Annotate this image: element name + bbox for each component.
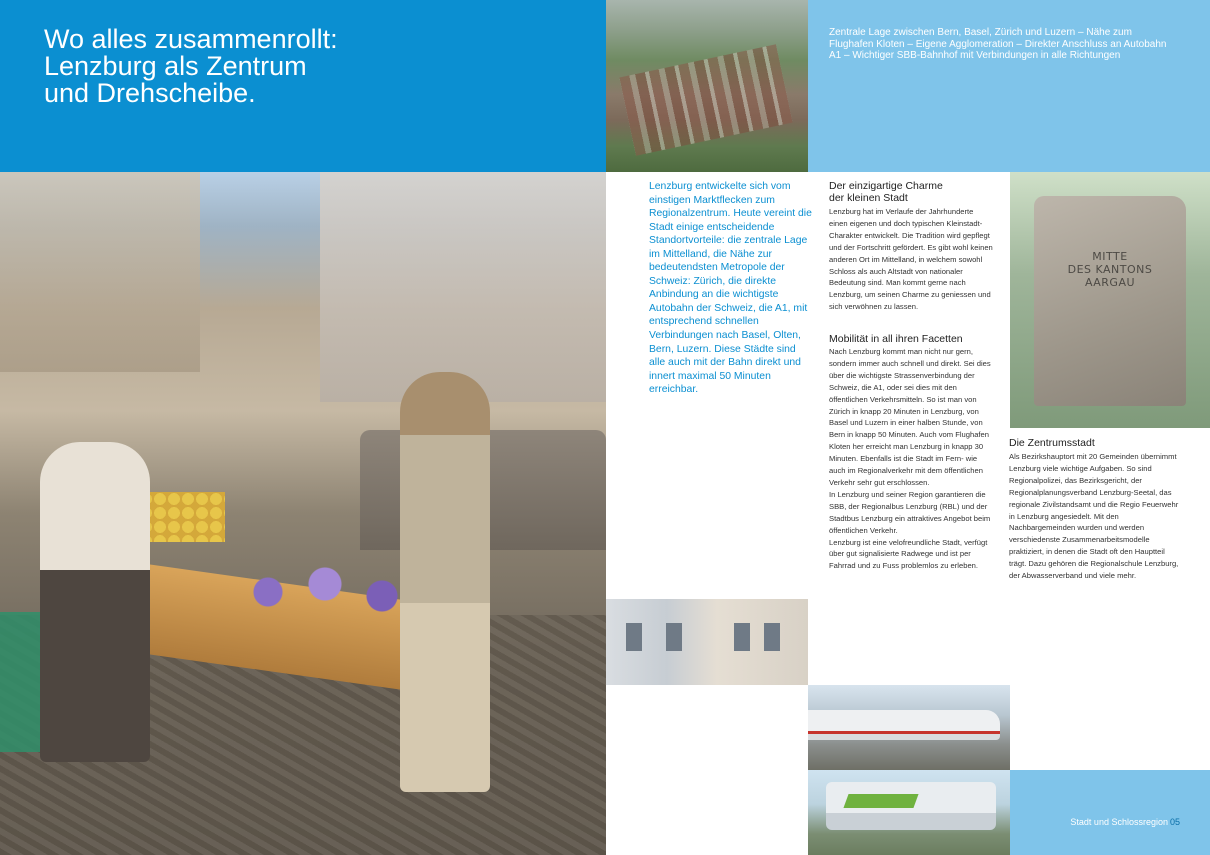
stone-inscription: MITTE DES KANTONS AARGAU: [1067, 250, 1153, 289]
vendor-figure: [40, 442, 150, 762]
bus-stripe: [843, 794, 918, 808]
intro-band: [808, 0, 1210, 172]
houses-photo: [606, 599, 808, 685]
shopper-figure: [400, 372, 490, 792]
intro-column-text: Lenzburg entwickelte sich vom einstigen Marktflecken zum Regionalzentrum. Heute vereint die Stadt einige entscheidende Standortvorteile: die zentrale Lage im Mittelland, die Nähe zur bedeutendsten Metropole der Schweiz: Zürich, die direkte Anbindung an die wichtigste Autobahn der Schweiz, die A1, mit entsprechend schnellen Verbindungen nach Basel, Olten, Bern, Luzern. Diese Städte sind alle auch mit der Bahn direkt und innert maximal 50 Minuten erreichbar.: [649, 181, 812, 396]
roofs-texture: [619, 44, 792, 156]
bus-photo: [808, 770, 1010, 855]
footer-label: Stadt und Schlossregion: [1070, 817, 1168, 827]
footer-band: [1010, 770, 1210, 855]
intro-blurb: Zentrale Lage zwischen Bern, Basel, Zürich und Luzern – Nähe zum Flughafen Kloten – Eigene Agglomeration – Direkter Anschluss an Autobahn A1 – Wichtiger SBB-Bahnhof mit Verbindungen in alle Richtungen: [829, 27, 1167, 61]
train: [808, 710, 1000, 740]
title-band: [0, 0, 606, 172]
window: [764, 623, 780, 651]
page-number: 05: [1169, 817, 1180, 827]
monument-stone-photo: [1010, 172, 1210, 428]
building-left: [0, 172, 200, 372]
section-heading-charme: Der einzigartige Charme der kleinen Stadt: [829, 180, 943, 204]
monument-stone: [1034, 196, 1186, 406]
section-body-charme: Lenzburg hat im Verlaufe der Jahrhunderte einen eigenen und doch typischen Kleinstadt-Charakter entwickelt. Die Tradition wird gepflegt und der Fortschritt gefördert. Es gibt wohl keinen anderen Ort im Mittelland, in welchem sowohl Schloss als auch Altstadt von nationaler Bedeutung sind. Man kommt gerne nach Lenzburg, um seinen Charme zu geniessen und sich verwöhnen zu lassen.: [829, 207, 993, 312]
section-heading-mobilitaet: Mobilität in all ihren Facetten: [829, 333, 963, 345]
aerial-town-photo: [606, 0, 808, 172]
section-body-zentrum: Als Bezirkshauptort mit 20 Gemeinden übernimmt Lenzburg viele wichtige Aufgaben. So sind Regionalpolizei, das Bezirksgericht, der Regionalplanungsverband Lenzburg-Seetal, das regionale Zivilstandsamt und die Regio Feuerwehr in Lenzburg angesiedelt. Mit den Nachbargemeinden wurden und werden verschiedenste Zusammenarbeitsmodelle praktiziert, in denen die Stadt oft den Hauptteil trägt. Dazu gehören die Regionalschule Lenzburg, der Abwasserverband und viele mehr.: [1009, 452, 1179, 581]
window: [666, 623, 682, 651]
building-right: [320, 172, 606, 402]
market-photo: [0, 172, 606, 855]
section-heading-zentrum: Die Zentrumsstadt: [1009, 437, 1095, 449]
page-title: Wo alles zusammenrollt: Lenzburg als Zentrum und Drehscheibe.: [44, 24, 338, 108]
window: [626, 623, 642, 651]
train-photo: [808, 685, 1010, 770]
section-body-mobilitaet: Nach Lenzburg kommt man nicht nur gern, sondern immer auch schnell und direkt. Sei dies über die wichtigste Strassenverbindung der Schweiz, die A1, oder sei dies mit den öffentlichen Verkehrsmitteln. So ist man von Zürich in knapp 20 Minuten in Lenzburg, von Basel und Luzern in einer halben Stunde, von Bern in knapp 50 Minuten. Auch vom Flughafen Kloten her erreicht man Lenzburg in knapp 30 Minuten. Ebenfalls ist die Stadt im Fern- wie auch im Regionalverkehr mit dem öffentlichen Verkehr sehr gut erschlossen. In Lenzburg und seiner Region garantieren die SBB, der Regionalbus Lenzburg (RBL) und der Stadtbus Lenzburg ein attraktives Angebot beim öffentlichen Verkehr. Lenzburg ist eine velofreundliche Stadt, verfügt über gut signalisierte Radwege und ist per Fahrrad und zu Fuss problemlos zu erleben.: [829, 347, 991, 571]
window: [734, 623, 750, 651]
flowers: [230, 552, 420, 632]
